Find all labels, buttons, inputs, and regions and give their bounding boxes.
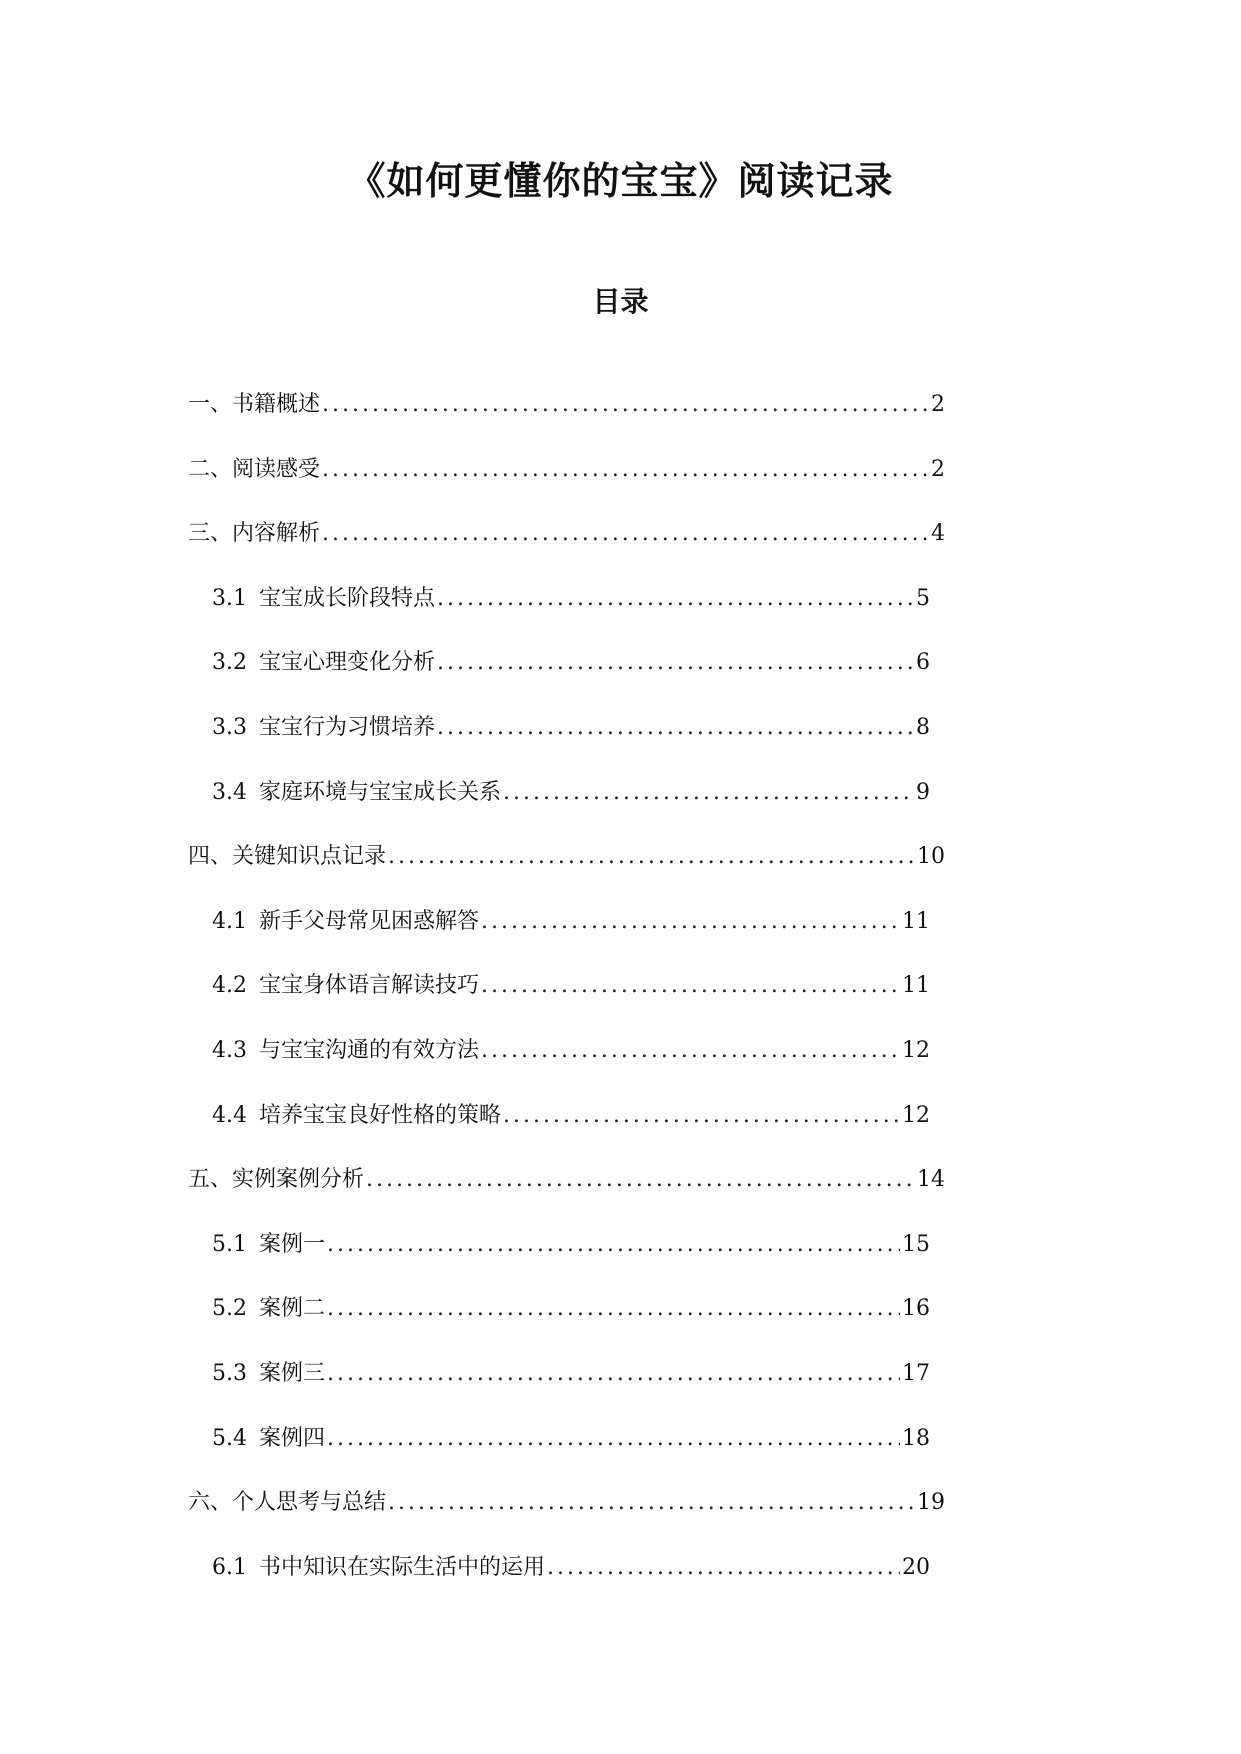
toc-dot-leader <box>481 902 900 942</box>
toc-entry[interactable] <box>212 1419 930 1459</box>
toc-entry[interactable] <box>212 1096 930 1136</box>
toc-entry-label: 六、个人思考与总结 <box>188 1490 387 1515</box>
toc-entry-number: 4.4 <box>212 1103 247 1128</box>
toc-entry[interactable] <box>212 643 930 683</box>
toc-entry-label: 宝宝成长阶段特点 <box>259 586 436 611</box>
toc-entry-number: 5.1 <box>212 1232 247 1257</box>
toc-entry-page-number: 15 <box>902 1232 930 1257</box>
toc-entry[interactable] <box>212 773 930 813</box>
toc-entry-label: 一、书籍概述 <box>188 392 321 417</box>
toc-entry-label: 四、关键知识点记录 <box>188 844 387 869</box>
toc-dot-leader <box>322 450 929 490</box>
toc-entry-label: 二、阅读感受 <box>188 457 321 482</box>
toc-entry-page-number: 8 <box>916 715 930 740</box>
toc-entry[interactable] <box>212 1548 930 1588</box>
toc-entry-label: 案例三 <box>259 1361 326 1386</box>
toc-dot-leader <box>327 1354 900 1394</box>
toc-entry-number: 4.1 <box>212 909 247 934</box>
toc-heading: 目录 <box>592 285 649 318</box>
toc-entry-label: 三、内容解析 <box>188 521 321 546</box>
toc-entry[interactable] <box>212 579 930 619</box>
toc-entry-page-number: 2 <box>931 457 945 482</box>
toc-entry-page-number: 12 <box>902 1038 930 1063</box>
toc-entry[interactable] <box>212 902 930 942</box>
toc-entry-number: 4.3 <box>212 1038 247 1063</box>
toc-dot-leader <box>388 837 915 877</box>
toc-entry-number: 6.1 <box>212 1555 247 1580</box>
toc-dot-leader <box>322 385 929 425</box>
toc-entry-page-number: 14 <box>917 1167 945 1192</box>
toc-entry-number: 5.3 <box>212 1361 247 1386</box>
toc-entry-page-number: 9 <box>916 780 930 805</box>
toc-entry[interactable] <box>188 1160 945 1200</box>
toc-dot-leader <box>481 1031 900 1071</box>
toc-dot-leader <box>503 1096 900 1136</box>
toc-entry-label: 案例一 <box>259 1232 326 1257</box>
toc-entry-label: 宝宝行为习惯培养 <box>259 715 436 740</box>
toc-entry[interactable] <box>188 385 945 425</box>
toc-dot-leader <box>481 966 900 1006</box>
toc-dot-leader <box>327 1419 900 1459</box>
toc-entry-label: 新手父母常见困惑解答 <box>259 909 480 934</box>
toc-entry-page-number: 2 <box>931 392 945 417</box>
toc-dot-leader <box>388 1483 915 1523</box>
toc-entry-page-number: 6 <box>916 650 930 675</box>
toc-entry-page-number: 17 <box>902 1361 930 1386</box>
toc-dot-leader <box>503 773 914 813</box>
toc-entry[interactable] <box>212 1354 930 1394</box>
toc-entry-page-number: 19 <box>917 1490 945 1515</box>
toc-entry[interactable] <box>188 837 945 877</box>
toc-entry-page-number: 10 <box>917 844 945 869</box>
toc-entry-page-number: 16 <box>902 1296 930 1321</box>
toc-entry-page-number: 11 <box>902 973 930 998</box>
toc-entry-number: 4.2 <box>212 973 247 998</box>
toc-entry-page-number: 5 <box>916 586 930 611</box>
toc-entry-number: 3.4 <box>212 780 247 805</box>
toc-entry-number: 5.4 <box>212 1426 247 1451</box>
toc-entry[interactable] <box>212 708 930 748</box>
toc-entry[interactable] <box>212 1289 930 1329</box>
toc-entry[interactable] <box>212 1031 930 1071</box>
toc-dot-leader <box>437 579 914 619</box>
toc-entry[interactable] <box>188 450 945 490</box>
toc-dot-leader <box>327 1225 900 1265</box>
toc-entry-label: 与宝宝沟通的有效方法 <box>259 1038 480 1063</box>
toc-entry-page-number: 20 <box>902 1555 930 1580</box>
toc-entry-label: 案例四 <box>259 1426 326 1451</box>
toc-entry-page-number: 12 <box>902 1103 930 1128</box>
toc-entry-page-number: 18 <box>902 1426 930 1451</box>
toc-entry-page-number: 11 <box>902 909 930 934</box>
toc-entry-label: 案例二 <box>259 1296 326 1321</box>
toc-dot-leader <box>327 1289 900 1329</box>
toc-entry[interactable] <box>188 1483 945 1523</box>
toc-entry[interactable] <box>188 514 945 554</box>
toc-entry-number: 3.2 <box>212 650 247 675</box>
toc-entry-number: 3.3 <box>212 715 247 740</box>
toc-entry-label: 书中知识在实际生活中的运用 <box>259 1555 546 1580</box>
toc-dot-leader <box>437 708 914 748</box>
toc-entry-label: 培养宝宝良好性格的策略 <box>259 1103 502 1128</box>
toc-entry-label: 宝宝心理变化分析 <box>259 650 436 675</box>
toc-entry[interactable] <box>212 966 930 1006</box>
toc-entry-label: 宝宝身体语言解读技巧 <box>259 973 480 998</box>
toc-dot-leader <box>547 1548 900 1588</box>
toc-entry-number: 5.2 <box>212 1296 247 1321</box>
toc-entry-number: 3.1 <box>212 586 247 611</box>
toc-entry-label: 五、实例案例分析 <box>188 1167 365 1192</box>
toc-entry-page-number: 4 <box>931 521 945 546</box>
toc-dot-leader <box>322 514 929 554</box>
toc-dot-leader <box>437 643 914 683</box>
document-title: 《如何更懂你的宝宝》阅读记录 <box>347 159 894 203</box>
toc-entry-label: 家庭环境与宝宝成长关系 <box>259 780 502 805</box>
toc-dot-leader <box>366 1160 915 1200</box>
toc-entry[interactable] <box>212 1225 930 1265</box>
